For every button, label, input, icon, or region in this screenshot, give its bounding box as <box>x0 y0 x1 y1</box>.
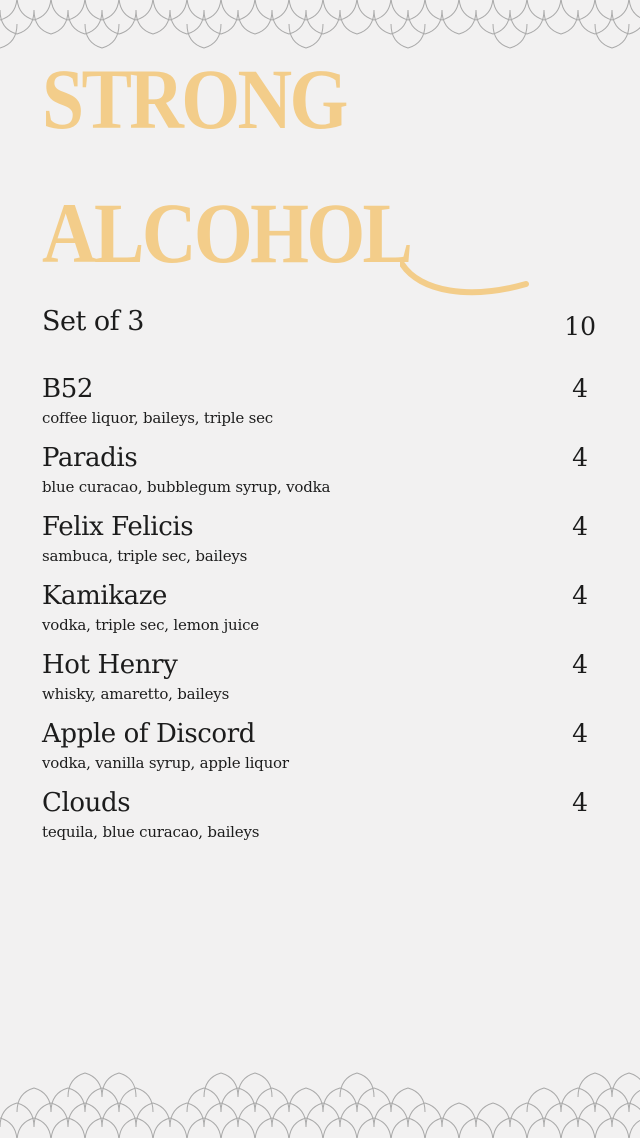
scale-ornament <box>0 0 17 20</box>
scale-ornament <box>238 10 272 34</box>
item-description: vodka, triple sec, lemon juice <box>42 616 259 634</box>
scale-ornament <box>629 1088 640 1112</box>
scale-ornament <box>391 24 425 48</box>
menu-item-b52 <box>42 372 588 441</box>
scale-ornament <box>17 1088 51 1112</box>
item-name: B52 <box>42 374 93 404</box>
scale-ornament <box>578 10 612 34</box>
item-name: Apple of Discord <box>42 719 255 749</box>
scale-ornament <box>612 10 640 34</box>
item-description: sambuca, triple sec, baileys <box>42 547 248 565</box>
item-price: 4 <box>572 512 588 541</box>
set-label: Set of 3 <box>42 306 144 337</box>
item-name: Felix Felicis <box>42 512 194 542</box>
item-name: Clouds <box>42 788 131 818</box>
scale-ornament <box>340 1073 374 1097</box>
item-description: tequila, blue curacao, baileys <box>42 823 260 841</box>
scale-ornament <box>595 24 629 48</box>
item-price: 4 <box>572 374 588 403</box>
item-name: Kamikaze <box>42 581 168 611</box>
scale-ornament <box>68 10 102 34</box>
item-price: 4 <box>572 788 588 817</box>
scale-ornament <box>136 10 170 34</box>
item-price: 4 <box>572 443 588 472</box>
scale-ornament <box>527 1088 561 1112</box>
scale-ornament <box>102 1073 136 1097</box>
scale-ornament <box>289 1088 323 1112</box>
scale-ornament <box>0 24 17 48</box>
item-name: Paradis <box>42 443 138 473</box>
item-name: Hot Henry <box>42 650 178 680</box>
scale-ornament <box>204 10 238 34</box>
scale-ornament <box>289 24 323 48</box>
scale-ornament <box>272 10 306 34</box>
scale-ornament <box>476 10 510 34</box>
item-description: whisky, amaretto, baileys <box>42 685 230 703</box>
title-line-1: STRONG <box>42 51 346 147</box>
scale-ornament <box>442 1103 476 1127</box>
scale-ornament <box>306 10 340 34</box>
scale-ornament <box>204 1073 238 1097</box>
scale-ornament <box>0 1118 17 1138</box>
menu-item-hot-henry <box>42 648 588 717</box>
bottom-scale-border <box>0 1066 640 1138</box>
scale-ornament <box>85 24 119 48</box>
scale-ornament <box>170 10 204 34</box>
item-price: 4 <box>572 719 588 748</box>
scale-ornament <box>102 10 136 34</box>
menu-item-kamikaze <box>42 579 588 648</box>
menu-item-paradis <box>42 441 588 510</box>
scale-ornament <box>68 1073 102 1097</box>
item-description: coffee liquor, baileys, triple sec <box>42 409 273 427</box>
set-of-3-row <box>42 306 596 346</box>
title-line-2: ALCOHOL <box>42 185 411 281</box>
item-description: blue curacao, bubblegum syrup, vodka <box>42 478 331 496</box>
menu-item-felix-felicis <box>42 510 588 579</box>
scale-ornament <box>629 0 640 20</box>
item-price: 4 <box>572 581 588 610</box>
title-swash <box>400 258 530 302</box>
scale-ornament <box>187 24 221 48</box>
scale-ornament <box>442 10 476 34</box>
scale-ornament <box>510 10 544 34</box>
menu-item-clouds <box>42 786 588 855</box>
scale-ornament <box>391 1088 425 1112</box>
scale-ornament <box>374 10 408 34</box>
item-price: 4 <box>572 650 588 679</box>
scale-ornament <box>476 1103 510 1127</box>
scale-ornament <box>493 24 527 48</box>
scale-ornament <box>578 1073 612 1097</box>
set-price: 10 <box>564 312 596 341</box>
menu-item-apple-of-discord <box>42 717 588 786</box>
scale-ornament <box>629 1118 640 1138</box>
scale-ornament <box>0 10 34 34</box>
scale-ornament <box>408 10 442 34</box>
item-description: vodka, vanilla syrup, apple liquor <box>42 754 289 772</box>
scale-ornament <box>340 10 374 34</box>
drinks-list <box>42 372 588 855</box>
scale-ornament <box>238 1073 272 1097</box>
scale-ornament <box>544 10 578 34</box>
scale-ornament <box>34 10 68 34</box>
